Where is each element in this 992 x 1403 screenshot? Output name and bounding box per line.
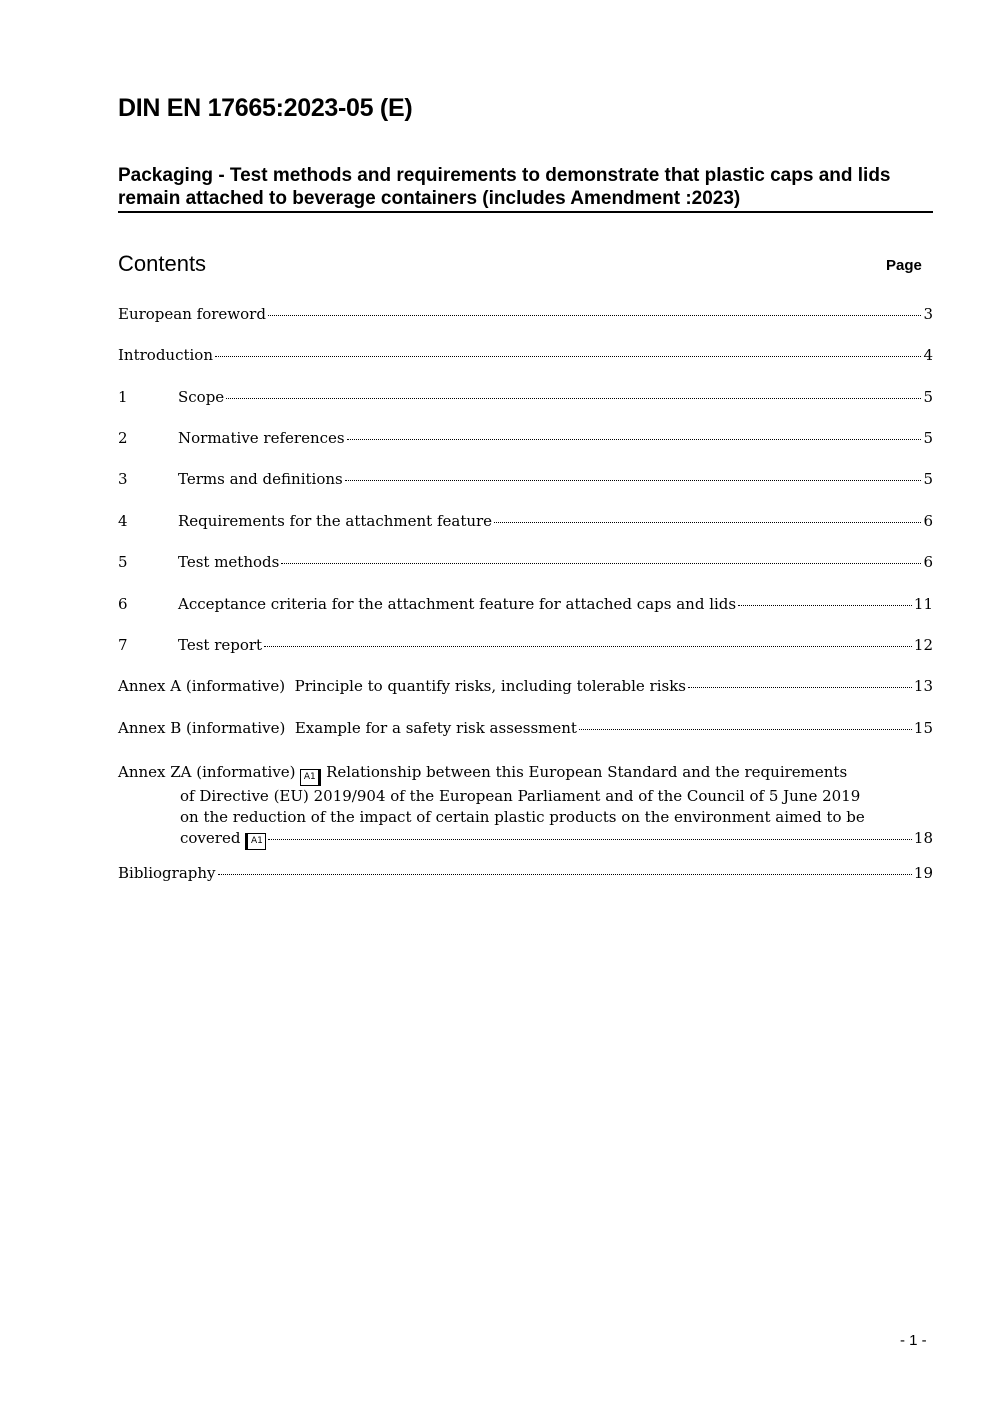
toc-title: Introduction	[118, 346, 213, 364]
toc-entry-annex-za[interactable]	[118, 762, 933, 850]
toc-leader	[688, 687, 912, 688]
toc-number: 2	[118, 429, 128, 447]
toc-title: Scope	[178, 388, 225, 406]
toc-page: 5	[923, 388, 933, 406]
toc-entry-annex-b[interactable]	[118, 718, 933, 738]
toc-number: 4	[118, 512, 128, 530]
toc-page: 3	[923, 305, 933, 323]
toc-entry-normative-references[interactable]	[118, 428, 933, 448]
toc-page: 6	[923, 553, 933, 571]
toc-za-prefix: Annex ZA (informative)	[118, 763, 296, 781]
toc-page: 18	[913, 829, 933, 847]
toc-number: 5	[118, 553, 128, 571]
toc-leader	[268, 839, 911, 840]
toc-za-line4: covered	[180, 829, 241, 847]
toc-leader	[264, 646, 912, 647]
toc-title: Annex A (informative) Principle to quantify risks, including tolerable risks	[118, 677, 687, 695]
toc-title: Bibliography	[118, 864, 216, 882]
toc-leader	[218, 874, 912, 875]
toc-page: 11	[913, 595, 933, 613]
toc-entry-bibliography[interactable]	[118, 863, 933, 883]
toc-leader	[738, 605, 912, 606]
document-subtitle: Packaging - Test methods and requirements to demonstrate that plastic caps and lids remain attached to beverage containers (includes Amendment :2023)	[118, 164, 933, 213]
toc-entry-test-methods[interactable]	[118, 552, 933, 572]
toc-title: European foreword	[118, 305, 266, 323]
toc-entry-acceptance-criteria[interactable]	[118, 594, 933, 614]
toc-page: 4	[923, 346, 933, 364]
toc-title: Acceptance criteria for the attachment feature for attached caps and lids	[178, 595, 737, 613]
toc-leader	[494, 522, 921, 523]
toc-title: Normative references	[178, 429, 345, 447]
toc-entry-requirements[interactable]	[118, 511, 933, 531]
toc-page: 15	[913, 719, 933, 737]
toc-za-line3: on the reduction of the impact of certain plastic products on the environment aimed to be	[180, 808, 865, 826]
page-number: - 1 -	[900, 1332, 927, 1349]
toc-number: 1	[118, 388, 128, 406]
document-title: DIN EN 17665:2023-05 (E)	[118, 94, 413, 122]
toc-number: 7	[118, 636, 128, 654]
toc-entry-introduction[interactable]	[118, 345, 933, 365]
page-column-label: Page	[886, 257, 922, 274]
contents-heading: Contents	[118, 251, 207, 276]
toc-entry-test-report[interactable]	[118, 635, 933, 655]
toc-leader	[226, 398, 921, 399]
toc-za-line2: of Directive (EU) 2019/904 of the European Parliament and of the Council of 5 June 2019	[180, 787, 861, 805]
toc-leader	[281, 563, 921, 564]
toc-leader	[347, 439, 922, 440]
toc-page: 6	[923, 512, 933, 530]
toc-title: Test methods	[178, 553, 280, 571]
toc-leader	[345, 480, 922, 481]
toc-title: Terms and definitions	[178, 470, 343, 488]
toc-title: Annex B (informative) Example for a safety risk assessment	[118, 719, 577, 737]
amendment-end-icon: A1	[245, 833, 266, 850]
toc-entry-terms-and-definitions[interactable]	[118, 469, 933, 489]
toc-title: Requirements for the attachment feature	[178, 512, 493, 530]
toc-entry-scope[interactable]	[118, 387, 933, 407]
toc-title: Test report	[178, 636, 263, 654]
toc-page: 19	[913, 864, 933, 882]
toc-page: 5	[923, 429, 933, 447]
toc-leader	[579, 729, 912, 730]
toc-number: 6	[118, 595, 128, 613]
toc-leader	[215, 356, 921, 357]
amendment-start-icon: A1	[300, 769, 321, 786]
toc-entry-annex-a[interactable]	[118, 676, 933, 696]
toc-number: 3	[118, 470, 128, 488]
toc-page: 5	[923, 470, 933, 488]
toc-page: 13	[913, 677, 933, 695]
toc-za-line1: Relationship between this European Standard and the requirements	[326, 763, 848, 781]
toc-page: 12	[913, 636, 933, 654]
toc-entry-european-foreword[interactable]	[118, 304, 933, 324]
toc-leader	[268, 315, 922, 316]
